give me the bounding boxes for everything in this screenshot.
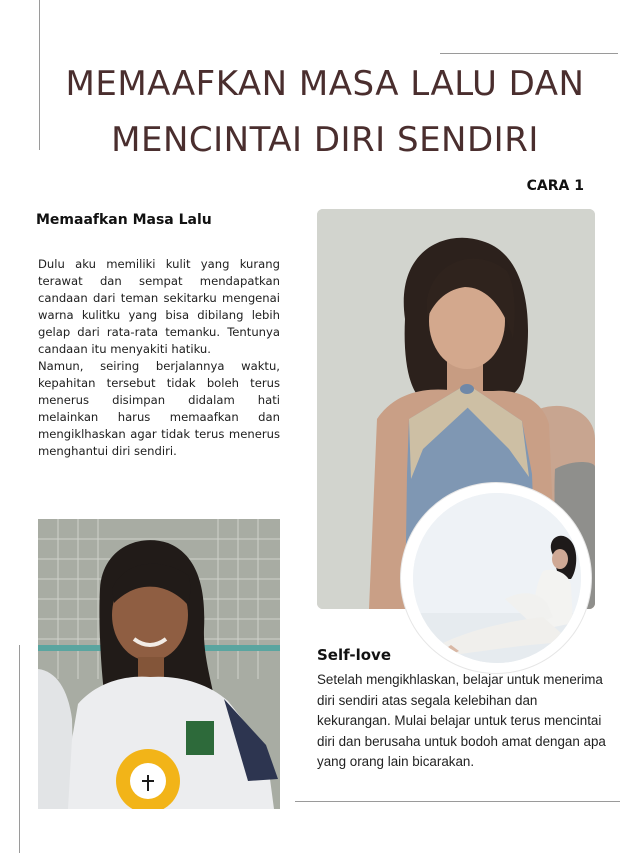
bottom-right-rule [295, 801, 620, 802]
top-right-rule [440, 53, 618, 54]
page-title [30, 56, 620, 168]
childhood-photo-art [38, 519, 280, 809]
circle-photo-frame [401, 483, 591, 673]
section-heading-self-love: Self-love [317, 646, 392, 664]
childhood-photo [38, 519, 280, 809]
section-body-self-love: Setelah mengikhlaskan, belajar untuk menerima diri sendiri atas segala kelebihan dan kekurangan. Mulai belajar untuk terus mencintai diri dan berusaha untuk bodoh amat dengan apa yang orang lain bicarakan. [317, 672, 606, 769]
section-body-forgive [38, 256, 280, 460]
page-title-line-1: MEMAAFKAN MASA LALU DAN [65, 64, 585, 104]
forgive-paragraph-2: Namun, seiring berjalannya waktu, kepahitan tersebut tidak boleh terus menerus disimpan didalam hati melainkan harus memaafkan dan mengiklhaskan agar tidak terus menerus menghantui diri sendiri. [38, 359, 280, 458]
step-label: CARA 1 [526, 178, 584, 194]
forgive-paragraph-1: Dulu aku memiliki kulit yang kurang terawat dan sempat mendapatkan candaan dari teman sekitarku mengenai warna kulitku yang bisa dibilang lebih gelap dari rata-rata temanku. Tentunya candaan itu menyakiti hatiku. [38, 257, 280, 356]
circle-photo [413, 493, 581, 663]
left-rule-bottom [19, 645, 20, 853]
section-heading-forgive: Memaafkan Masa Lalu [36, 212, 212, 228]
circle-photo-art [413, 493, 581, 663]
page-title-line-2: MENCINTAI DIRI SENDIRI [111, 120, 539, 160]
